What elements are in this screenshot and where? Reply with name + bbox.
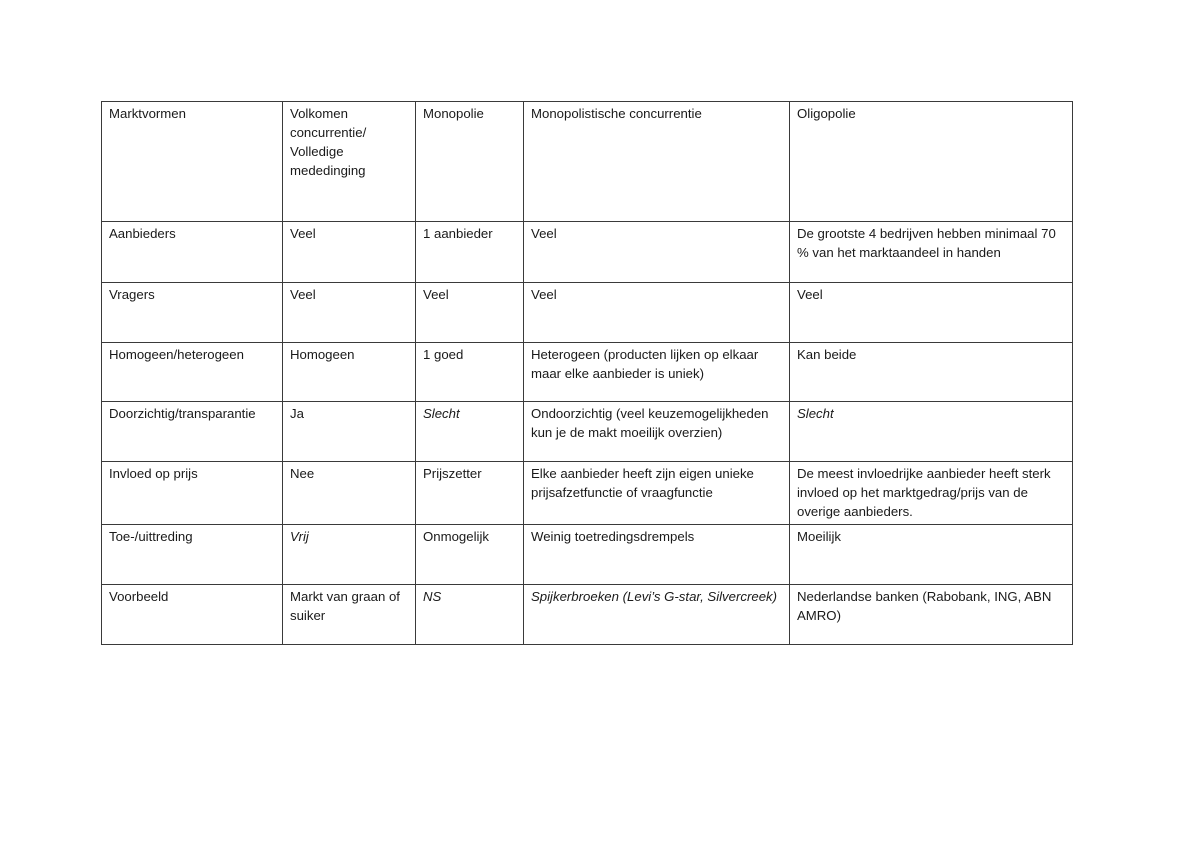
header-cell-volkomen-concurrentie: Volkomen concurrentie/ Volledige mededinging	[283, 102, 416, 222]
header-cell-oligopolie: Oligopolie	[790, 102, 1073, 222]
header-cell-marktvormen: Marktvormen	[102, 102, 283, 222]
cell-monopolistisch: Ondoorzichtig (veel keuzemogelijkheden kun je de makt moeilijk overzien)	[524, 402, 790, 462]
table-header-row	[102, 102, 1073, 222]
cell-monopolistisch: Veel	[524, 222, 790, 283]
cell-oligopolie: Kan beide	[790, 343, 1073, 402]
market-forms-table	[101, 101, 1073, 645]
row-label: Toe-/uittreding	[102, 525, 283, 585]
cell-monopolie: NS	[416, 585, 524, 645]
table-row-invloed-op-prijs	[102, 462, 1073, 525]
cell-monopolie: Veel	[416, 283, 524, 343]
cell-oligopolie: Nederlandse banken (Rabobank, ING, ABN AMRO)	[790, 585, 1073, 645]
cell-monopolie: 1 aanbieder	[416, 222, 524, 283]
cell-oligopolie: De grootste 4 bedrijven hebben minimaal 70 % van het marktaandeel in handen	[790, 222, 1073, 283]
table-row-homogeen-heterogeen	[102, 343, 1073, 402]
header-cell-monopolistische-concurrentie: Monopolistische concurrentie	[524, 102, 790, 222]
cell-monopolistisch: Heterogeen (producten lijken op elkaar maar elke aanbieder is uniek)	[524, 343, 790, 402]
table-row-toe-uittreding	[102, 525, 1073, 585]
cell-volkomen: Vrij	[283, 525, 416, 585]
cell-monopolistisch: Spijkerbroeken (Levi’s G-star, Silvercreek)	[524, 585, 790, 645]
header-cell-monopolie: Monopolie	[416, 102, 524, 222]
cell-monopolie: 1 goed	[416, 343, 524, 402]
table-row-voorbeeld	[102, 585, 1073, 645]
cell-oligopolie: Slecht	[790, 402, 1073, 462]
cell-monopolistisch: Weinig toetredingsdrempels	[524, 525, 790, 585]
table-row-vragers	[102, 283, 1073, 343]
cell-oligopolie: Moeilijk	[790, 525, 1073, 585]
row-label: Voorbeeld	[102, 585, 283, 645]
cell-volkomen: Homogeen	[283, 343, 416, 402]
cell-volkomen: Markt van graan of suiker	[283, 585, 416, 645]
row-label: Homogeen/heterogeen	[102, 343, 283, 402]
cell-oligopolie: Veel	[790, 283, 1073, 343]
row-label: Vragers	[102, 283, 283, 343]
cell-oligopolie: De meest invloedrijke aanbieder heeft sterk invloed op het marktgedrag/prijs van de overige aanbieders.	[790, 462, 1073, 525]
cell-monopolistisch: Veel	[524, 283, 790, 343]
cell-monopolie: Slecht	[416, 402, 524, 462]
cell-monopolie: Prijszetter	[416, 462, 524, 525]
cell-volkomen: Nee	[283, 462, 416, 525]
row-label: Doorzichtig/transparantie	[102, 402, 283, 462]
table-row-aanbieders	[102, 222, 1073, 283]
cell-volkomen: Ja	[283, 402, 416, 462]
cell-monopolistisch: Elke aanbieder heeft zijn eigen unieke prijsafzetfunctie of vraagfunctie	[524, 462, 790, 525]
table-row-doorzichtig	[102, 402, 1073, 462]
row-label: Aanbieders	[102, 222, 283, 283]
cell-monopolie: Onmogelijk	[416, 525, 524, 585]
cell-volkomen: Veel	[283, 283, 416, 343]
cell-volkomen: Veel	[283, 222, 416, 283]
row-label: Invloed op prijs	[102, 462, 283, 525]
